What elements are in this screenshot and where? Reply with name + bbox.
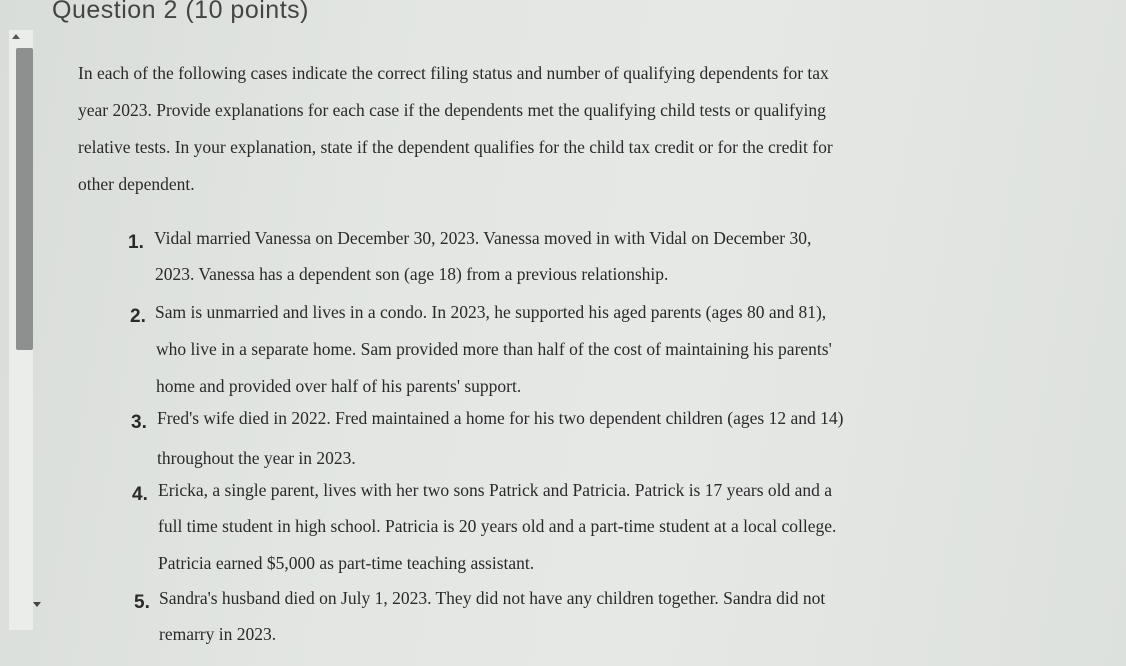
case-number: 4. <box>132 484 148 505</box>
case-number: 1. <box>128 232 144 253</box>
case-line: home and provided over half of his parents' support. <box>156 376 522 396</box>
scroll-up-arrow-icon[interactable] <box>12 34 20 39</box>
intro-paragraph <box>78 55 1013 203</box>
case-line: throughout the year in 2023. <box>157 448 356 468</box>
case-line: Sandra's husband died on July 1, 2023. They did not have any children together. Sandra did not <box>159 588 826 608</box>
case-line: full time student in high school. Patricia is 20 years old and a part-time student at a local college. <box>158 516 837 536</box>
case-line: Fred's wife died in 2022. Fred maintained a home for his two dependent children (ages 12 and 14) <box>157 408 844 428</box>
case-number: 2. <box>130 306 146 327</box>
intro-line: In each of the following cases indicate the correct filing status and number of qualifying dependents for tax <box>78 63 829 83</box>
case-line: remarry in 2023. <box>159 624 277 644</box>
case-line: Vidal married Vanessa on December 30, 2023. Vanessa moved in with Vidal on December 30, <box>154 228 812 248</box>
intro-line: year 2023. Provide explanations for each case if the dependents met the qualifying child tests or qualifying <box>78 100 826 120</box>
case-line: Ericka, a single parent, lives with her two sons Patrick and Patricia. Patrick is 17 years old and a <box>158 480 833 500</box>
case-number: 3. <box>131 412 147 433</box>
intro-line: other dependent. <box>78 174 195 194</box>
case-number: 5. <box>134 592 150 613</box>
scroll-down-arrow-icon[interactable] <box>33 602 41 607</box>
intro-line: relative tests. In your explanation, state if the dependent qualifies for the child tax credit or for the credit for <box>78 137 833 157</box>
case-line: Patricia earned $5,000 as part-time teaching assistant. <box>158 553 535 573</box>
case-line: Sam is unmarried and lives in a condo. In 2023, he supported his aged parents (ages 80 and 81), <box>155 302 827 322</box>
question-title: Question 2 (10 points) <box>52 0 309 24</box>
case-line: 2023. Vanessa has a dependent son (age 18) from a previous relationship. <box>155 264 669 284</box>
case-line: who live in a separate home. Sam provided more than half of the cost of maintaining his parents' <box>156 339 832 359</box>
scroll-thumb[interactable] <box>16 48 33 350</box>
